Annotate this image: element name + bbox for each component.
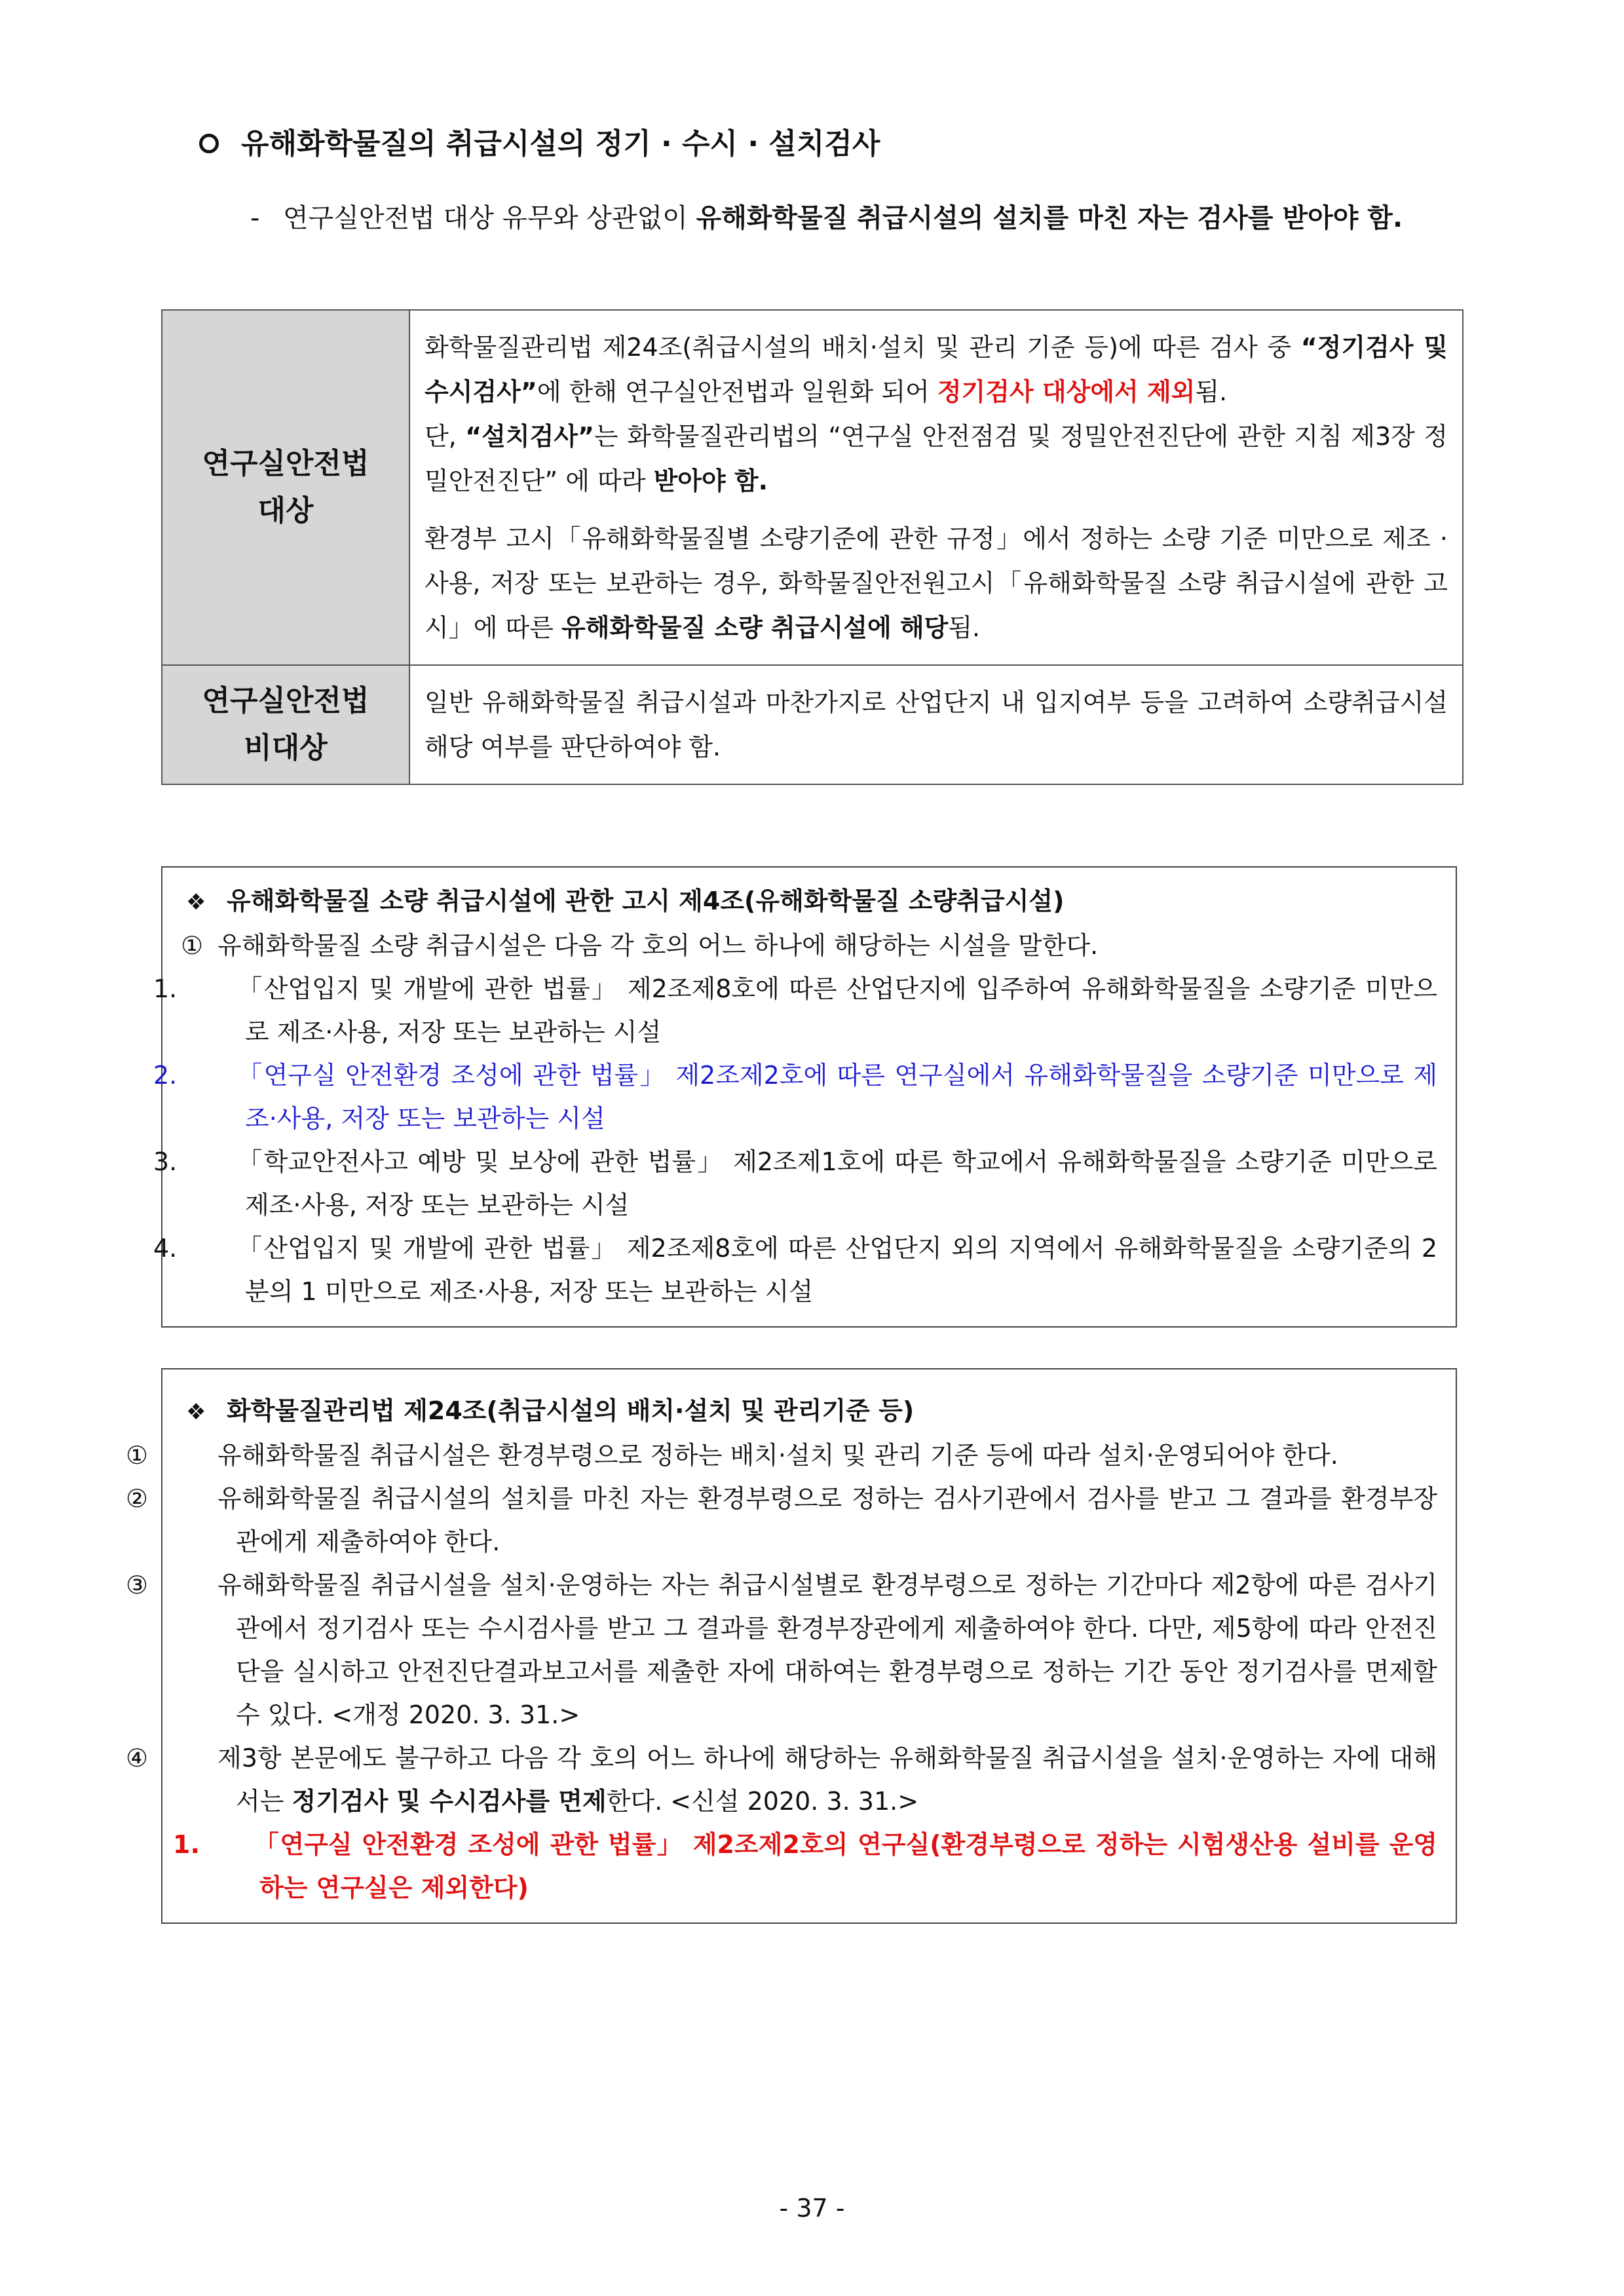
- box1-lead: [181, 924, 1437, 967]
- p2-text-c: 는 화학물질관리법의 “연구실 안전점검 및 정밀안전진단에 관한 지침 제3장 정밀안전진단” 에 따라: [425, 422, 1448, 495]
- page-number: - 37 -: [779, 2194, 845, 2223]
- list-item: [153, 1140, 1437, 1227]
- intro-text-plain: 연구실안전법 대상 유무와 상관없이: [283, 203, 696, 233]
- box1-lead-text: 유해화학물질 소량 취급시설은 다음 각 호의 어느 하나에 해당하는 시설을 말한다.: [217, 931, 1099, 960]
- list-item-num: 4.: [153, 1234, 178, 1263]
- diamond-bullet-icon: ❖: [186, 1399, 206, 1425]
- list-item-num: 2.: [153, 1061, 178, 1090]
- row-header-line1: 연구실안전법: [202, 684, 369, 718]
- applicability-table: [161, 309, 1463, 785]
- row-body-target: [409, 310, 1463, 665]
- p1-text-highlight: 정기검사 대상에서 제외: [937, 377, 1196, 406]
- list-item-text: 유해화학물질 취급시설의 설치를 마친 자는 환경부령으로 정하는 검사기관에서 검사를 받고 그 결과를 환경부장관에게 제출하여야 한다.: [217, 1484, 1437, 1556]
- item4-text-bold: 정기검사 및 수시검사를 면제: [292, 1787, 607, 1816]
- list-item-num: ①: [126, 1441, 149, 1470]
- target-paragraph-2: [425, 414, 1448, 503]
- p2-text-b: “설치검사”: [465, 422, 595, 451]
- list-item-text: 「산업입지 및 개발에 관한 법률」 제2조제8호에 따른 산업단지 외의 지역에서 유해화학물질을 소량기준의 2분의 1 미만으로 제조·사용, 저장 또는 보관하는 시설: [236, 1234, 1437, 1306]
- table-row-non-target: [162, 665, 1463, 784]
- sub-item-text: 「연구실 안전환경 조성에 관한 법률」 제2조제2호의 연구실(환경부령으로 정하는 시험생산용 설비를 운영하는 연구실은 제외한다): [253, 1830, 1437, 1902]
- list-item-text: 유해화학물질 취급시설을 설치·운영하는 자는 취급시설별로 환경부령으로 정하는 기간마다 제2항에 따른 검사기관에서 정기검사 또는 수시검사를 받고 그 결과를 환경부장관에게 제출하여야 한다. 다만, 제5항에 따라 안전진단을 실시하고 안전진단결과보고서를 제출한 자에 대하여는 환경부령으로 정하는 기간 동안 정기검사를 면제할 수 있다. <개정 2020. 3. 31.>: [217, 1571, 1437, 1729]
- sub-item-num: 1.: [173, 1830, 200, 1859]
- list-item-text: 「산업입지 및 개발에 관한 법률」 제2조제8호에 따른 산업단지에 입주하여 유해화학물질을 소량기준 미만으로 제조·사용, 저장 또는 보관하는 시설: [236, 974, 1437, 1046]
- p3-text-a: 환경부 고시「유해화학물질별 소량기준에 관한 규정」에서 정하는 소량 기준 미만으로 제조 · 사용, 저장 또는 보관하는 경우, 화학물질안전원고시「유해화학물질 소량 취급시설에 관한 고시」에 따른: [425, 524, 1448, 642]
- notice-box-small-facility: [153, 866, 1457, 1328]
- list-item-num: 1.: [153, 974, 178, 1003]
- p1-text-c: 에 한해 연구실안전법과 일원화 되어: [537, 377, 937, 406]
- p3-text-c: 됨.: [948, 613, 981, 642]
- p3-text-b: 유해화학물질 소량 취급시설에 해당: [561, 613, 949, 642]
- sub-item-highlighted: [173, 1823, 1437, 1909]
- box1-title: [181, 879, 1437, 924]
- list-item-num: ④: [126, 1744, 149, 1772]
- intro-dash: -: [250, 203, 260, 233]
- box1-title-text: 유해화학물질 소량 취급시설에 관한 고시 제4조(유해화학물질 소량취급시설): [227, 887, 1065, 915]
- p2-text-a: 단,: [425, 422, 466, 451]
- row-header-line2: 대상: [257, 494, 314, 527]
- list-item-highlighted: [153, 1054, 1437, 1140]
- diamond-bullet-icon: ❖: [186, 889, 206, 915]
- p1-text-b: “정기검사 및 수시검사”: [425, 333, 1448, 406]
- box1-lead-num: ①: [181, 931, 204, 960]
- list-item-text: 「학교안전사고 예방 및 보상에 관한 법률」 제2조제1호에 따른 학교에서 유해화학물질을 소량기준 미만으로 제조·사용, 저장 또는 보관하는 시설: [236, 1147, 1437, 1219]
- p1-text-a: 화학물질관리법 제24조(취급시설의 배치·설치 및 관리 기준 등)에 따른 검사 중: [425, 333, 1301, 362]
- list-item: [126, 1477, 1437, 1563]
- list-item-num: ③: [126, 1571, 149, 1599]
- p1-text-e: 됨.: [1195, 377, 1228, 406]
- p2-text-d: 받아야 함.: [653, 467, 768, 495]
- row-header-non-target: [162, 665, 409, 784]
- box2-title: [181, 1389, 1437, 1434]
- row-header-line2: 비대상: [244, 731, 328, 765]
- target-paragraph-3: [425, 516, 1448, 650]
- list-item-text: 유해화학물질 취급시설은 환경부령으로 정하는 배치·설치 및 관리 기준 등에 따라 설치·운영되어야 한다.: [217, 1441, 1338, 1470]
- list-item: [126, 1736, 1437, 1823]
- item4-text-a: 제3항 본문에도 불구하고 다음 각 호의 어느 하나에 해당하는 유해화학물질 취급시설을 설치·운영하는 자에 대해서는: [217, 1744, 1437, 1816]
- target-paragraph-1: [425, 325, 1448, 414]
- list-item-num: ②: [126, 1484, 149, 1513]
- row-header-target: [162, 310, 409, 665]
- list-item: [126, 1434, 1437, 1477]
- intro-text-bold: 유해화학물질 취급시설의 설치를 마친 자는 검사를 받아야 함.: [696, 203, 1403, 233]
- list-item-text: 「연구실 안전환경 조성에 관한 법률」 제2조제2호에 따른 연구실에서 유해화학물질을 소량기준 미만으로 제조·사용, 저장 또는 보관하는 시설: [236, 1061, 1437, 1133]
- list-item: [153, 1227, 1437, 1313]
- table-row-target: [162, 310, 1463, 665]
- row-header-line1: 연구실안전법: [202, 447, 369, 480]
- section-title: [197, 124, 1474, 164]
- list-item: [153, 967, 1437, 1054]
- item4-text-c: 한다. <신설 2020. 3. 31.>: [606, 1787, 919, 1816]
- row-body-non-target: 일반 유해화학물질 취급시설과 마찬가지로 산업단지 내 입지여부 등을 고려하여 소량취급시설 해당 여부를 판단하여야 함.: [409, 665, 1463, 784]
- intro-paragraph: [250, 197, 1462, 240]
- section-title-text: 유해화학물질의 취급시설의 정기 · 수시 · 설치검사: [241, 127, 880, 161]
- notice-box-article-24: [126, 1368, 1457, 1924]
- box2-title-text: 화학물질관리법 제24조(취급시설의 배치·설치 및 관리기준 등): [227, 1396, 915, 1425]
- list-item-num: 3.: [153, 1147, 178, 1176]
- circle-bullet-icon: [199, 134, 219, 153]
- list-item: [126, 1563, 1437, 1736]
